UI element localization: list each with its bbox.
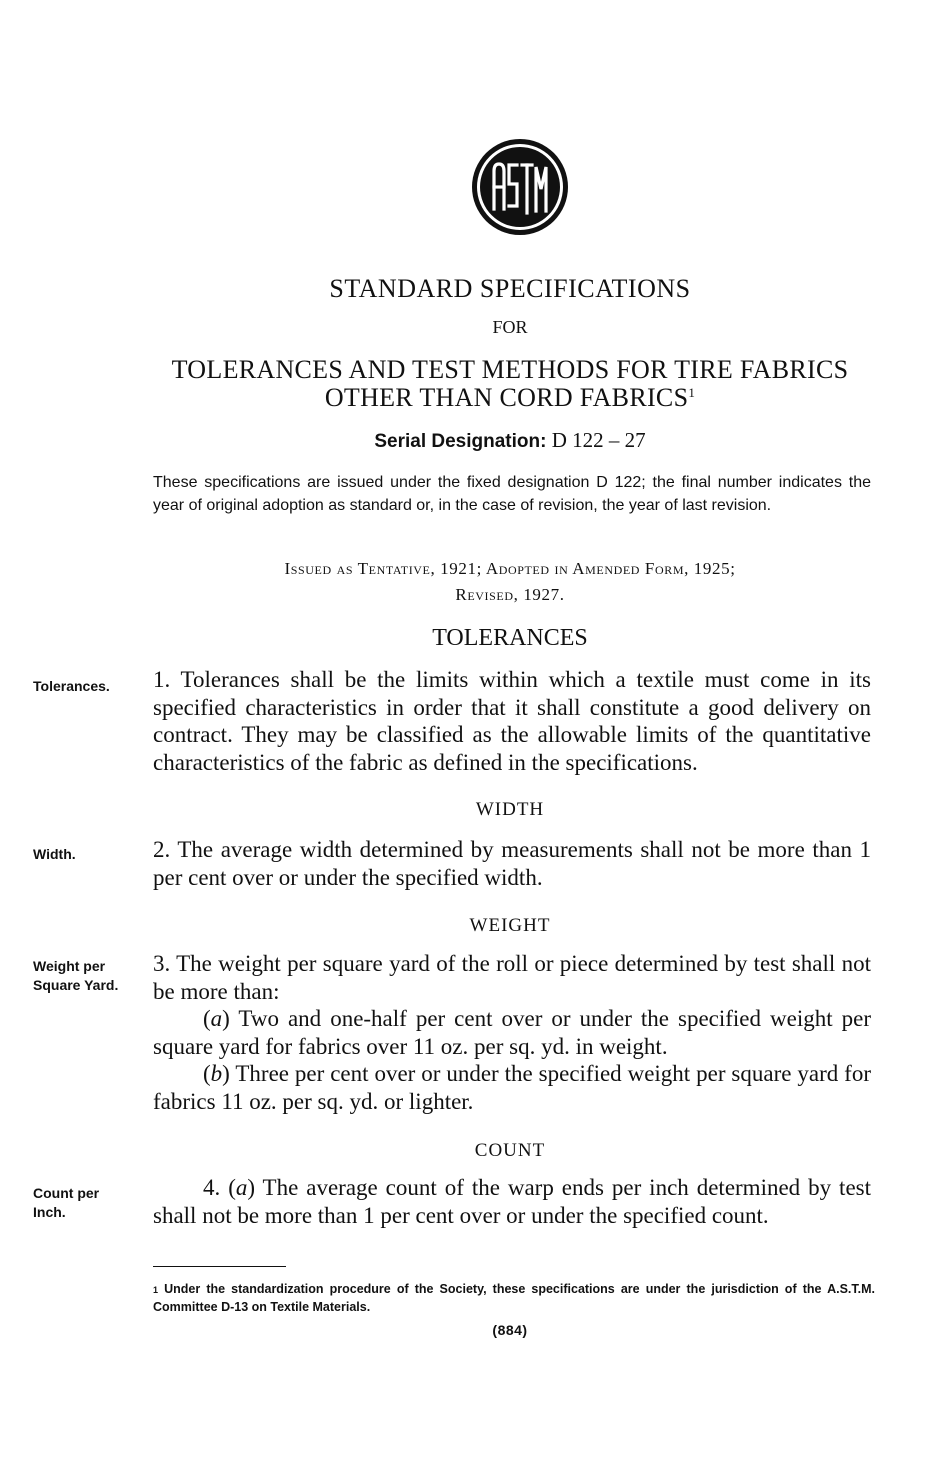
paragraph-3b: (b) Three per cent over or under the specified weight per square yard for fabrics 11 oz. per sq. yd. or lighter.: [153, 1061, 871, 1114]
section-heading-weight: WEIGHT: [469, 915, 551, 936]
footnote: [153, 1280, 875, 1316]
issued-line-1: Issued as Tentative, 1921; Adopted in Amended Form, 1925;: [284, 559, 736, 578]
section-heading-tolerances: TOLERANCES: [432, 625, 588, 651]
title-line-2: TOLERANCES AND TEST METHODS FOR TIRE FABRICS: [171, 355, 849, 384]
page-number: (884): [492, 1322, 528, 1338]
issued-history: [150, 556, 870, 608]
section-heading-count: COUNT: [474, 1140, 546, 1161]
title-line-1: STANDARD SPECIFICATIONS: [329, 274, 691, 303]
serial-label: Serial Designation:: [374, 431, 547, 452]
title-line-3-text: OTHER THAN CORD FABRICS: [324, 383, 689, 412]
item-a-label: a: [210, 1006, 223, 1031]
margin-note-count-line-1: Count per: [33, 1185, 100, 1201]
count-item-a-label: a: [235, 1175, 248, 1200]
title-line-3: [150, 383, 870, 413]
margin-note-weight-line-1: Weight per: [33, 958, 106, 974]
intro-paragraph: These specifications are issued under the fixed designation D 122; the final number indicates the year of original adoption as standard or, in the case of revision, the year of last revision.: [153, 474, 871, 514]
footnote-divider: [153, 1266, 286, 1267]
margin-note-count: [33, 1184, 158, 1222]
astm-logo-icon: [470, 137, 570, 237]
title-footnote-ref: 1: [688, 385, 696, 400]
margin-note-width: Width.: [33, 846, 76, 862]
margin-note-tolerances: Tolerances.: [33, 678, 110, 694]
paragraph-1: 1. Tolerances shall be the limits within which a textile must come in its specified characteristics in order that it shall constitute a good delivery on contract. They may be classified as the allowable limits of the quantitative characteristics of the fabric as defined in the specifications.: [153, 667, 871, 775]
paragraph-3: 3. The weight per square yard of the roll or piece determined by test shall not be more than:: [153, 951, 871, 1004]
issued-line-2: Revised, 1927.: [455, 585, 565, 604]
margin-note-weight-line-2: Square Yard.: [33, 977, 119, 993]
margin-note-count-line-2: Inch.: [33, 1204, 66, 1220]
item-a-text: Two and one-half per cent over or under the specified weight per square yard for fabrics over 11 oz. per sq. yd. in weight.: [153, 1006, 871, 1059]
serial-designation: [150, 428, 870, 453]
footnote-mark: 1: [153, 1285, 159, 1295]
title-for: FOR: [492, 317, 528, 337]
item-b-text: Three per cent over or under the specified weight per square yard for fabrics 11 oz. per sq. yd. or lighter.: [153, 1061, 871, 1114]
section-heading-width: WIDTH: [475, 799, 545, 820]
paragraph-3a: (a) Two and one-half per cent over or under the specified weight per square yard for fabrics over 11 oz. per sq. yd. in weight.: [153, 1006, 871, 1059]
paragraph-4: 4. (a) The average count of the warp ends per inch determined by test shall not be more than 1 per cent over or under the specified count.: [153, 1175, 871, 1228]
paragraph-4-number: 4.: [203, 1175, 221, 1200]
serial-value: D 122 – 27: [551, 428, 646, 452]
item-b-label: b: [210, 1061, 223, 1086]
footnote-text: Under the standardization procedure of the Society, these specifications are under the jurisdiction of the A.S.T.M. Committee D-13 on Textile Materials.: [153, 1282, 875, 1314]
margin-note-weight: [33, 957, 158, 995]
paragraph-4-text: The average count of the warp ends per inch determined by test shall not be more than 1 per cent over or under the specified count.: [153, 1175, 871, 1228]
paragraph-2: 2. The average width determined by measurements shall not be more than 1 per cent over or under the specified width.: [153, 837, 871, 890]
